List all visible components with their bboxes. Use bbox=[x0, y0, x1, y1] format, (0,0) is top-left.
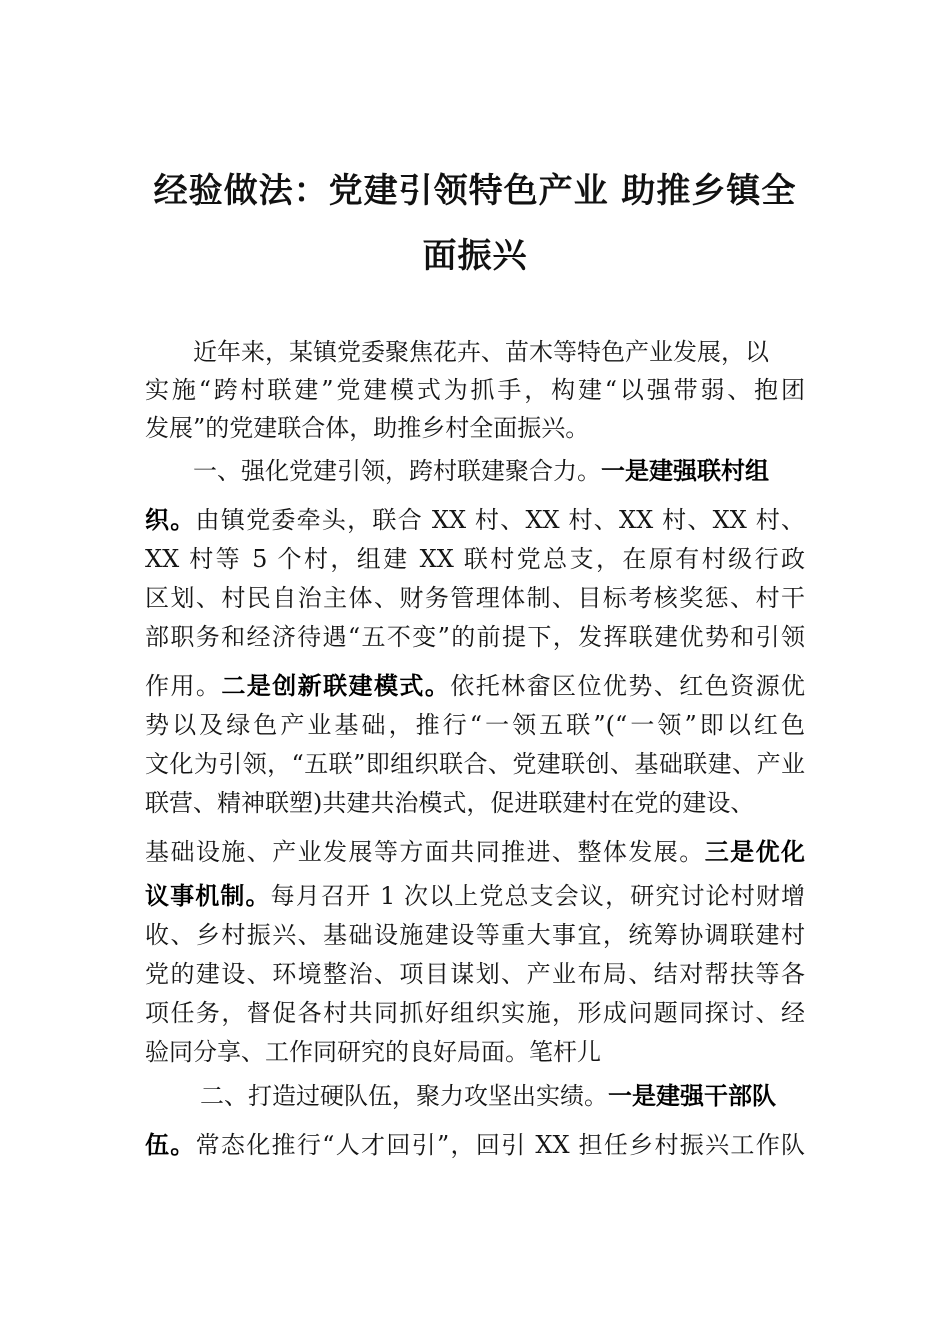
body-line bbox=[145, 787, 754, 819]
body-text: 二、打造过硬队伍，聚力攻坚出实绩。 bbox=[200, 1082, 608, 1110]
body-line bbox=[145, 504, 805, 536]
body-text: 项任务，督促各村共同抓好组织实施，形成问题同探讨、经 bbox=[145, 999, 805, 1027]
bold-heading-text: 议事机制。 bbox=[145, 882, 271, 910]
body-text: 常态化推行“人才回引”，回引 XX 担任乡村振兴工作队 bbox=[195, 1131, 806, 1159]
body-line bbox=[145, 412, 589, 444]
body-line bbox=[145, 670, 805, 702]
body-line bbox=[145, 709, 805, 741]
body-line bbox=[145, 836, 805, 868]
body-line bbox=[145, 748, 805, 780]
body-text: 作用。 bbox=[145, 672, 222, 700]
body-line bbox=[145, 582, 805, 614]
body-line bbox=[193, 455, 805, 487]
bold-heading-text: 三是优化 bbox=[704, 838, 806, 866]
body-text: 部职务和经济待遇“五不变”的前提下，发挥联建优势和引领 bbox=[145, 623, 805, 651]
body-line bbox=[145, 374, 805, 406]
body-text: 联营、精神联塑)共建共治模式，促进联建村在党的建设、 bbox=[145, 789, 755, 817]
body-text: 党的建设、环境整治、项目谋划、产业布局、结对帮扶等各 bbox=[145, 960, 805, 988]
body-text: 每月召开 1 次以上党总支会议，研究讨论村财增 bbox=[270, 882, 805, 910]
bold-heading-text: 织。 bbox=[145, 506, 196, 534]
bold-heading-text: 一是建强干部队 bbox=[608, 1082, 776, 1110]
body-text: XX 村等 5 个村，组建 XX 联村党总支，在原有村级行政 bbox=[145, 545, 805, 573]
body-text: 收、乡村振兴、基础设施建设等重大事宜，统筹协调联建村 bbox=[145, 921, 805, 949]
document-title-line-1: 经验做法：党建引领特色产业 助推乡镇全 bbox=[153, 171, 797, 211]
body-line bbox=[193, 336, 805, 368]
bold-heading-text: 一是建强联村组 bbox=[601, 457, 769, 485]
body-line bbox=[145, 919, 805, 951]
bold-heading-text: 二是创新联建模式。 bbox=[221, 672, 451, 700]
body-text: 文化为引领，“五联”即组织联合、党建联创、基础联建、产业 bbox=[145, 750, 805, 778]
document-title-line-2: 面振兴 bbox=[422, 236, 528, 276]
body-line bbox=[145, 958, 805, 990]
body-line bbox=[145, 1129, 805, 1161]
body-line bbox=[145, 880, 805, 912]
body-text: 区划、村民自治主体、财务管理体制、目标考核奖惩、村干 bbox=[145, 584, 805, 612]
body-line bbox=[145, 997, 805, 1029]
body-text: 发展”的党建联合体，助推乡村全面振兴。 bbox=[145, 414, 590, 442]
body-text: 由镇党委牵头，联合 XX 村、XX 村、XX 村、XX 村、 bbox=[195, 506, 805, 534]
body-text: 一、强化党建引领，跨村联建聚合力。 bbox=[193, 457, 601, 485]
body-text: 近年来，某镇党委聚焦花卉、苗木等特色产业发展，以 bbox=[193, 338, 769, 366]
body-line bbox=[145, 621, 805, 653]
body-line bbox=[200, 1080, 805, 1112]
body-text: 实施“跨村联建”党建模式为抓手，构建“以强带弱、抱团 bbox=[145, 376, 805, 404]
body-text: 验同分享、工作同研究的良好局面。笔杆儿 bbox=[145, 1038, 601, 1066]
body-line bbox=[145, 543, 805, 575]
body-text: 势以及绿色产业基础，推行“一领五联”(“一领”即以红色 bbox=[145, 711, 805, 739]
body-line bbox=[145, 1036, 601, 1068]
body-text: 依托林畲区位优势、红色资源优 bbox=[450, 672, 806, 700]
body-text: 基础设施、产业发展等方面共同推进、整体发展。 bbox=[145, 838, 705, 866]
bold-heading-text: 伍。 bbox=[145, 1131, 196, 1159]
